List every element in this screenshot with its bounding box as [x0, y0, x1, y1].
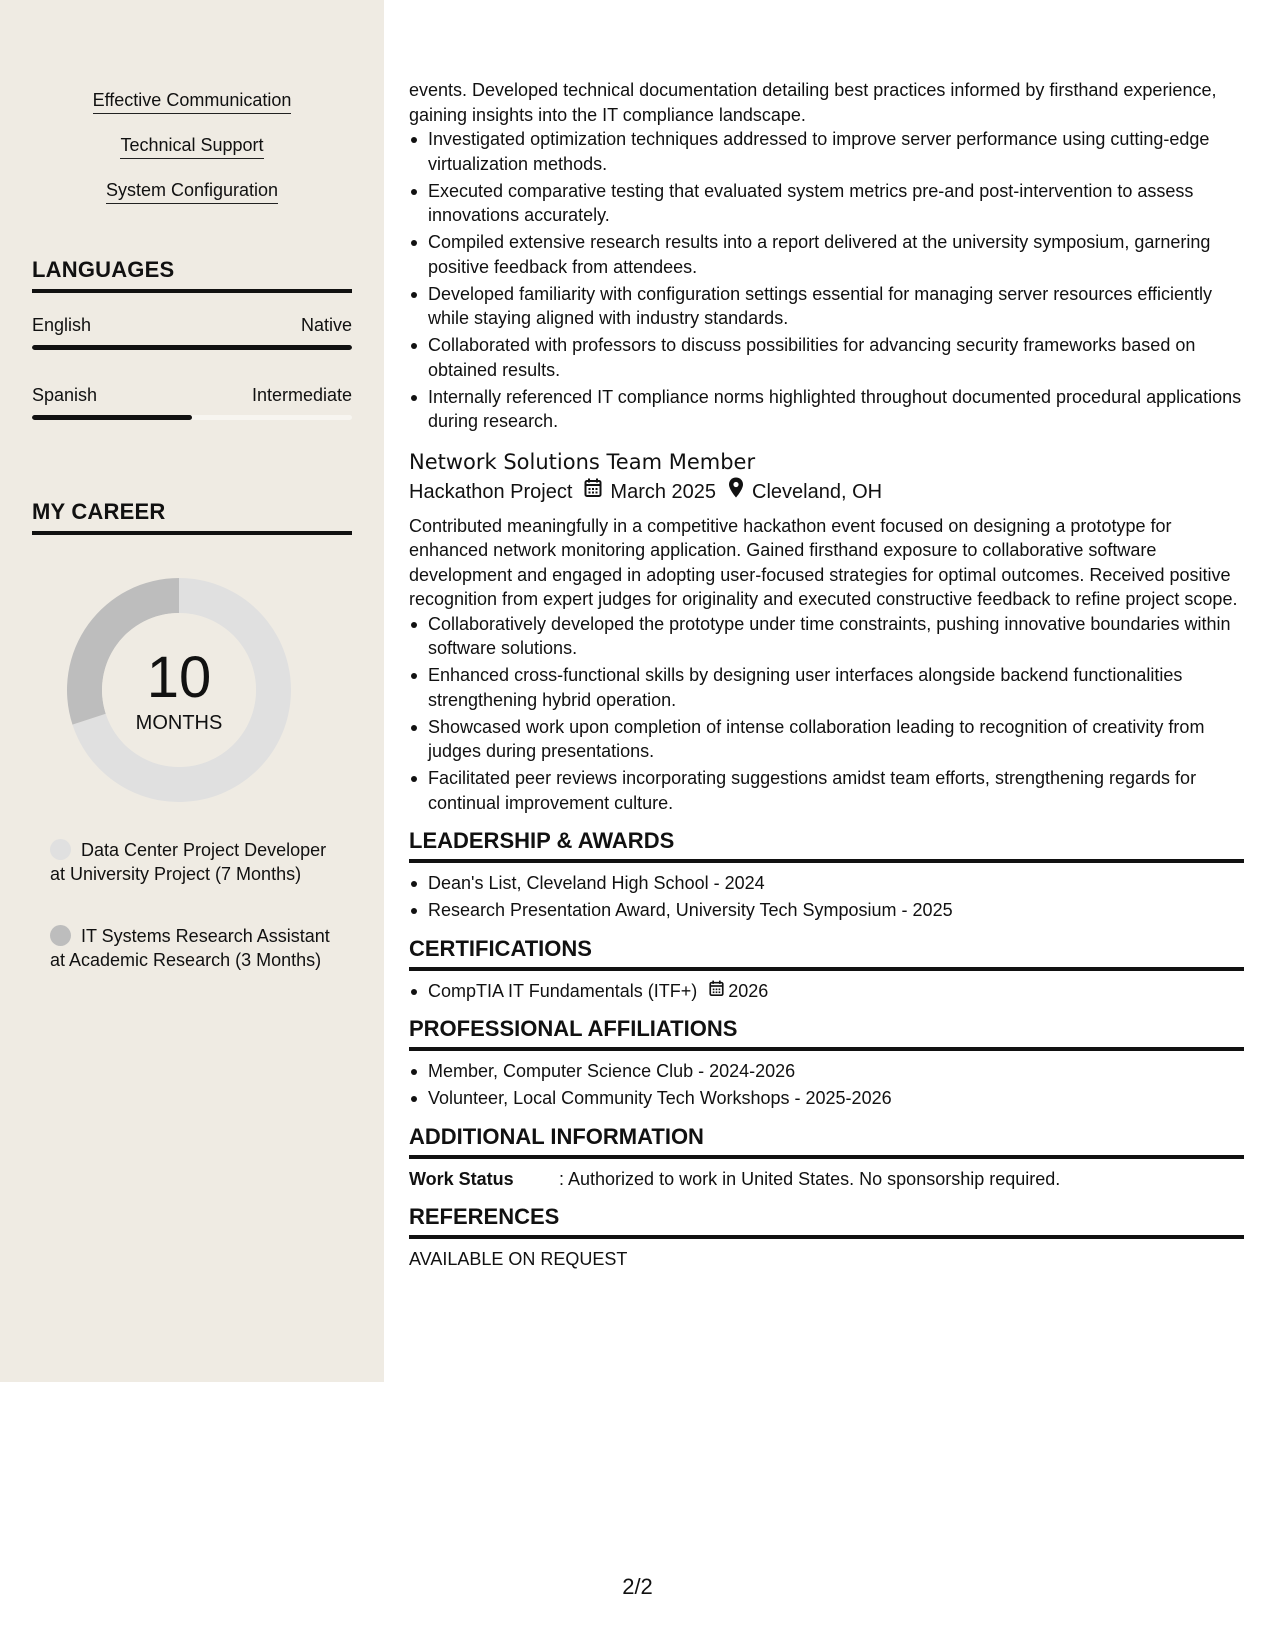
career-heading: MY CAREER	[32, 499, 352, 535]
calendar-icon	[584, 477, 602, 507]
leadership-list	[409, 871, 1244, 923]
skill-item: Effective Communication	[32, 89, 352, 114]
language-proficiency-fill	[32, 415, 192, 420]
list-item: Collaborated with professors to discuss possibilities for advancing security frameworks based on obtained results.	[409, 333, 1244, 382]
experience-continued-text: events. Developed technical documentation detailing best practices informed by firsthand experience, gaining insights into the IT compliance landscape.	[409, 80, 1217, 125]
calendar-icon	[709, 979, 724, 1004]
list-item: Dean's List, Cleveland High School - 2024	[409, 871, 1244, 896]
language-level: Intermediate	[251, 385, 352, 405]
certifications-heading: CERTIFICATIONS	[409, 935, 1244, 971]
list-item: Showcased work upon completion of intense collaboration leading to recognition of creativity from judges during presentations.	[409, 715, 1244, 764]
sidebar	[0, 0, 384, 1382]
list-item: Developed familiarity with configuration settings essential for managing server resources efficiently while staying aligned with industry standards.	[409, 282, 1244, 331]
list-item: Internally referenced IT compliance norms highlighted throughout documented procedural applications during research.	[409, 385, 1244, 434]
language-proficiency-bar	[32, 345, 352, 350]
languages-heading: LANGUAGES	[32, 257, 352, 293]
career-total-unit: MONTHS	[135, 712, 223, 734]
job-bullets	[409, 612, 1244, 816]
list-item: Executed comparative testing that evaluated system metrics pre-and post-intervention to assess innovations accurately.	[409, 179, 1244, 228]
list-item: Member, Computer Science Club - 2024-2026	[409, 1059, 1244, 1084]
language-name: Spanish	[32, 385, 98, 405]
certifications-list	[409, 979, 1244, 1004]
job-meta	[409, 477, 1244, 507]
legend-dot-icon	[50, 839, 71, 860]
references-text: AVAILABLE ON REQUEST	[409, 1249, 628, 1269]
experience-bullets	[409, 127, 1244, 434]
career-donut-chart	[67, 578, 291, 802]
job-date: March 2025	[610, 480, 717, 503]
language-proficiency-bar	[32, 415, 352, 420]
work-status-label: Work Status	[409, 1168, 514, 1189]
career-legend-item	[50, 924, 340, 972]
references-heading: REFERENCES	[409, 1203, 1244, 1239]
work-status-row	[409, 1167, 1244, 1192]
language-row	[32, 385, 352, 406]
language-proficiency-fill	[32, 345, 352, 350]
job-summary: Contributed meaningfully in a competitive hackathon event focused on designing a prototype for enhanced network monitoring application. Gained firsthand exposure to collaborative software development and engaged in adopting user-focused strategies for optimal outcomes. Received positive recognition from expert judges for originality and executed constructive feedback to refine project scope.	[409, 515, 1238, 609]
certification-name: CompTIA IT Fundamentals (ITF+)	[428, 980, 698, 1001]
certification-year: 2026	[728, 980, 769, 1001]
language-name: English	[32, 315, 92, 335]
affiliations-heading: PROFESSIONAL AFFILIATIONS	[409, 1015, 1244, 1051]
list-item: Enhanced cross-functional skills by designing user interfaces alongside backend functionalities strengthening hybrid operation.	[409, 663, 1244, 712]
list-item: Volunteer, Local Community Tech Workshops - 2025-2026	[409, 1086, 1244, 1111]
job-location: Cleveland, OH	[752, 480, 883, 503]
list-item: Facilitated peer reviews incorporating suggestions amidst team efforts, strengthening regards for continual improvement culture.	[409, 766, 1244, 815]
affiliations-list	[409, 1059, 1244, 1111]
main-content	[409, 78, 1244, 1272]
language-level: Native	[300, 315, 352, 335]
skill-item: Technical Support	[32, 134, 352, 159]
job-company: Hackathon Project	[409, 480, 573, 503]
skill-item: System Configuration	[32, 179, 352, 204]
career-legend-item	[50, 838, 340, 886]
career-total-value: 10	[146, 645, 212, 710]
page-number: 2/2	[622, 1574, 653, 1599]
list-item: Collaboratively developed the prototype under time constraints, pushing innovative boundaries within software solutions.	[409, 612, 1244, 661]
leadership-heading: LEADERSHIP & AWARDS	[409, 827, 1244, 863]
job-title: Network Solutions Team Member	[409, 449, 756, 474]
location-pin-icon	[728, 477, 744, 507]
work-status-value: : Authorized to work in United States. No sponsorship required.	[559, 1168, 1061, 1189]
list-item	[409, 979, 1244, 1004]
list-item: Compiled extensive research results into a report delivered at the university symposium, garnering positive feedback from attendees.	[409, 230, 1244, 279]
career-legend-label: Data Center Project Developer at University Project (7 Months)	[50, 840, 327, 884]
language-row	[32, 315, 352, 336]
career-legend-label: IT Systems Research Assistant at Academic Research (3 Months)	[50, 926, 330, 970]
additional-info-heading: ADDITIONAL INFORMATION	[409, 1123, 1244, 1159]
legend-dot-icon	[50, 925, 71, 946]
list-item: Investigated optimization techniques addressed to improve server performance using cutting-edge virtualization methods.	[409, 127, 1244, 176]
list-item: Research Presentation Award, University Tech Symposium - 2025	[409, 898, 1244, 923]
